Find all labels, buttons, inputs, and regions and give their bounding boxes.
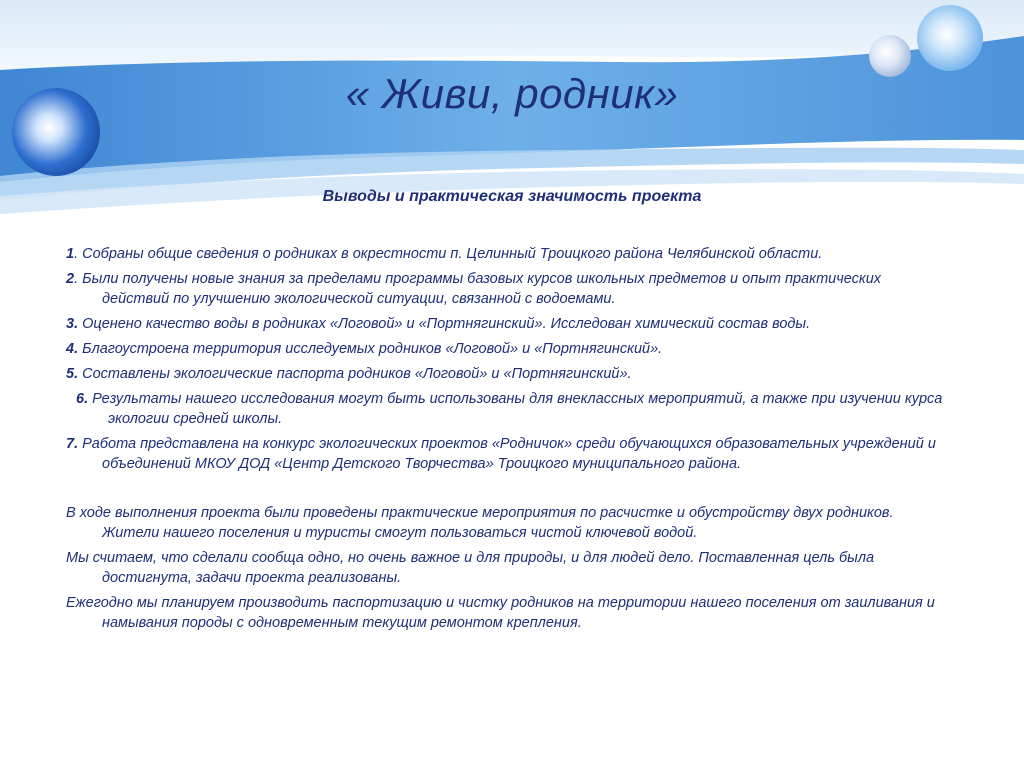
list-item: 7. Работа представлена на конкурс экологических проектов «Родничок» среди обучающихся образовательных учреждений и объединений МКОУ ДОД «Центр Детского Творчества» Троицкого муниципального района. <box>66 436 936 472</box>
list-item: 5. Составлены экологические паспорта родников «Логовой» и «Портнягинский». <box>66 366 632 382</box>
list-item: 6. Результаты нашего исследования могут быть использованы для внеклассных мероприятий, а также при изучении курса экологии средней школы. <box>76 391 943 427</box>
section-subtitle: Выводы и практическая значимость проекта <box>322 188 702 205</box>
conclusion-paragraph: Мы считаем, что сделали сообща одно, но очень важное и для природы, и для людей дело. Поставленная цель была достигнута, задачи проекта реализованы. <box>66 550 875 586</box>
list-item: 1. Собраны общие сведения о родниках в окрестности п. Целинный Троицкого района Челябинской области. <box>66 246 823 262</box>
conclusion-paragraph: Ежегодно мы планируем производить паспортизацию и чистку родников на территории нашего поселения от заиливания и намывания породы с одновременным текущим ремонтом крепления. <box>66 595 935 631</box>
content-body <box>66 244 946 638</box>
list-item: 2. Были получены новые знания за пределами программы базовых курсов школьных предметов и опыт практических действий по улучшению экологической ситуации, связанной с водоемами. <box>66 271 882 307</box>
list-item: 3. Оценено качество воды в родниках «Логовой» и «Портнягинский». Исследован химический состав воды. <box>66 316 811 332</box>
list-item: 4. Благоустроена территория исследуемых родников «Логовой» и «Портнягинский». <box>66 341 663 357</box>
page-title: « Живи, родник» <box>345 70 679 117</box>
spacer <box>66 479 946 503</box>
conclusion-paragraph: В ходе выполнения проекта были проведены практические мероприятия по расчистке и обустройству двух родников. Жители нашего поселения и туристы смогут пользоваться чистой ключевой водой. <box>66 505 894 541</box>
